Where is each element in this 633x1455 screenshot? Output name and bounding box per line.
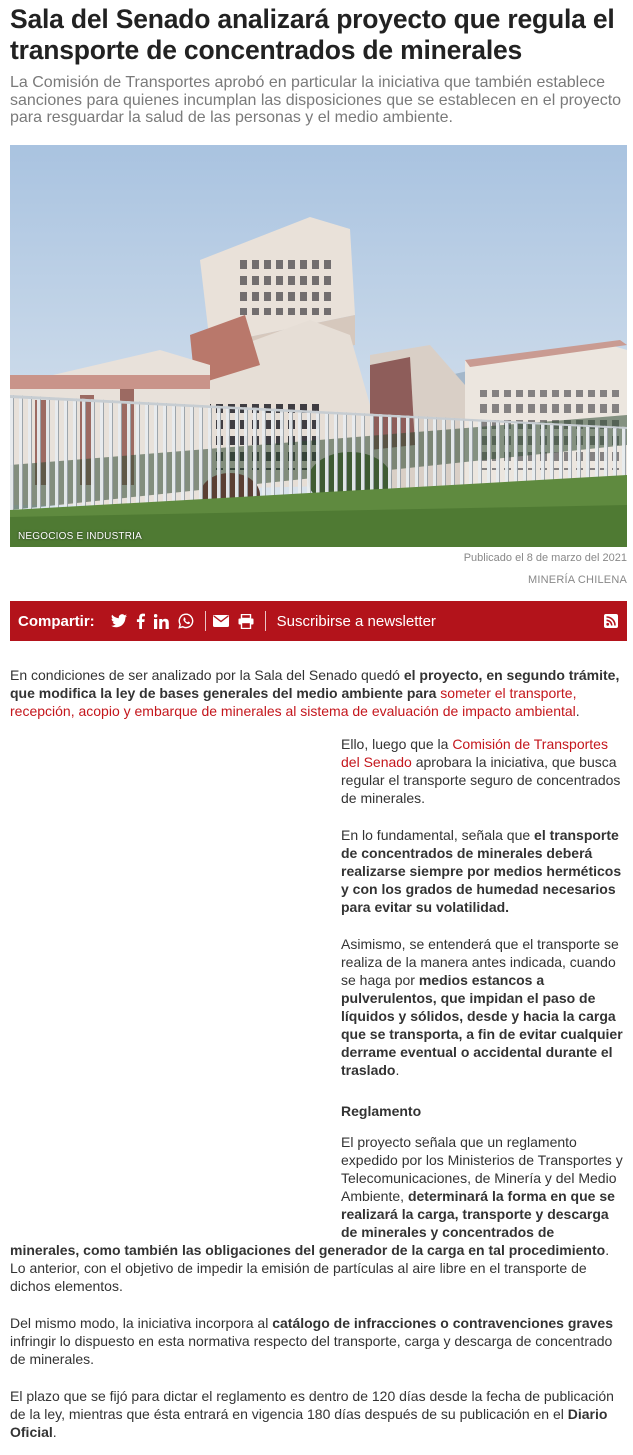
linkedin-icon[interactable] bbox=[154, 614, 169, 629]
paragraph-likewise: Asimismo, se entenderá que el transporte se realiza de la manera antes indicada, cuando se haga por medios estancos a pulverulentos, que impidan el paso de líquidos y sólidos, desde y hacia la carga que se transporta, a fin de evitar cualquier derrame eventual o accidental durante el traslado. bbox=[341, 936, 623, 1078]
paragraph-regulation: El proyecto señala que un reglamento expedido por los Ministerios de Transportes y Telecomunicaciones, de Minería y del Medio Ambiente, determinará la forma en que se realizará la carga, transporte y descarga de minerales y concentrados de bbox=[341, 1134, 623, 1240]
image-category-label: NEGOCIOS E INDUSTRIA bbox=[18, 531, 143, 542]
article-title: Sala del Senado analizará proyecto que regula el transporte de concentrados de minerales bbox=[10, 4, 615, 65]
whatsapp-icon[interactable] bbox=[178, 613, 194, 629]
article-hero-image bbox=[10, 145, 627, 547]
newsletter-subscribe-link[interactable]: Suscribirse a newsletter bbox=[276, 612, 436, 630]
print-icon[interactable] bbox=[238, 614, 254, 629]
facebook-icon[interactable] bbox=[136, 613, 145, 629]
article-lede: La Comisión de Transportes aprobó en particular la iniciativa que también establece sanciones para quienes incumplan las disposiciones que se establecen en el proyecto para resguardar la salud de las personas y el medio ambiente. bbox=[10, 74, 622, 126]
publication-date: Publicado el 8 de marzo del 2021 bbox=[463, 552, 627, 564]
section-subheading: Reglamento bbox=[341, 1103, 422, 1119]
impact-assessment-link[interactable]: someter el transporte, recepción, acopio y embarque de minerales al sistema de evaluación de impacto ambiental bbox=[10, 685, 577, 719]
share-label: Compartir: bbox=[18, 612, 95, 630]
rss-icon[interactable] bbox=[604, 614, 618, 633]
twitter-icon[interactable] bbox=[111, 614, 127, 628]
paragraph-commission: Ello, luego que la Comisión de Transportes del Senado aprobara la iniciativa, que busca regular el transporte seguro de concentrados de minerales. bbox=[341, 736, 621, 806]
paragraph-intro: En condiciones de ser analizado por la Sala del Senado quedó el proyecto, en segundo trámite, que modifica la ley de bases generales del medio ambiente para someter el transporte, recepción, acopio y embarque de minerales al sistema de evaluación de impacto ambiental. bbox=[10, 667, 620, 719]
paragraph-infractions: Del mismo modo, la iniciativa incorpora al catálogo de infracciones o contravenciones graves infringir lo dispuesto en esta normativa respecto del transporte, carga y descarga de concentrado de minerales. bbox=[10, 1315, 614, 1367]
transport-commission-link[interactable]: Comisión de Transportes del Senado bbox=[341, 736, 608, 770]
paragraph-regulation-continued: minerales, como también las obligaciones del generador de la carga en tal procedimiento. Lo anterior, con el objetivo de impedir la emisión de partículas al aire libre en el transporte de dichos elementos. bbox=[10, 1242, 610, 1294]
paragraph-fundamental: En lo fundamental, señala que el transporte de concentrados de minerales deberá realizarse siempre por medios herméticos y con los grados de humedad necesarios para evitar su volatilidad. bbox=[341, 827, 622, 915]
share-divider bbox=[205, 611, 206, 631]
article-source: MINERÍA CHILENA bbox=[528, 574, 627, 586]
share-divider bbox=[265, 611, 266, 631]
email-icon[interactable] bbox=[213, 615, 229, 627]
senate-building-photo bbox=[10, 145, 627, 547]
share-bar bbox=[10, 601, 627, 641]
paragraph-deadline: El plazo que se fijó para dictar el reglamento es dentro de 120 días desde la fecha de publicación de la ley, mientras que ésta entrará en vigencia 180 días después de su publicación en el Diario Oficial. bbox=[10, 1388, 614, 1440]
